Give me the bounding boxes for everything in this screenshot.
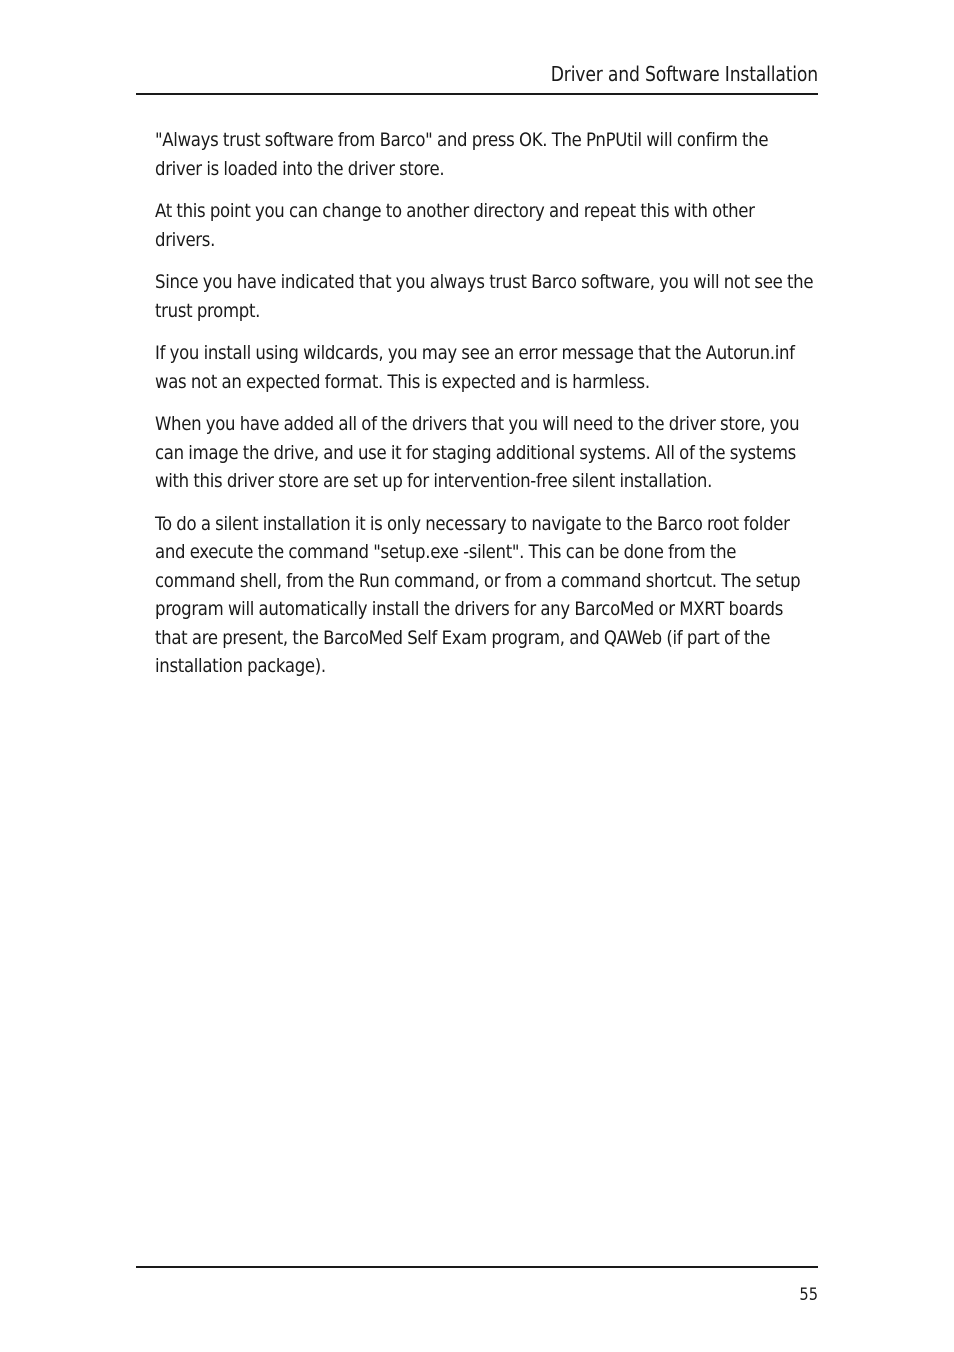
header-rule xyxy=(136,93,818,95)
paragraph: At this point you can change to another directory and repeat this with other drivers. xyxy=(155,200,755,251)
footer-rule xyxy=(136,1266,818,1268)
paragraph: If you install using wildcards, you may see an error message that the Autorun.inf was not an expected format. This is expected and is harmless. xyxy=(155,342,795,393)
paragraph: To do a silent installation it is only necessary to navigate to the Barco root folder and execute the command "setup.exe -silent". This can be done from the command shell, from the Run command, or from a command shortcut. The setup program will automatically install the drivers for any BarcoMed or MXRT boards that are present, the BarcoMed Self Exam program, and QAWeb (if part of the installation package). xyxy=(155,512,801,677)
page-number: 55 xyxy=(799,1285,818,1305)
paragraph: "Always trust software from Barco" and press OK. The PnPUtil will confirm the driver is loaded into the driver store. xyxy=(155,129,769,180)
running-header: Driver and Software Installation xyxy=(550,62,818,86)
paragraph: Since you have indicated that you always trust Barco software, you will not see the trust prompt. xyxy=(155,271,814,322)
paragraph: When you have added all of the drivers that you will need to the driver store, you can image the drive, and use it for staging additional systems. All of the systems with this driver store are set up for intervention-free silent installation. xyxy=(155,413,800,492)
body-text xyxy=(155,126,818,695)
